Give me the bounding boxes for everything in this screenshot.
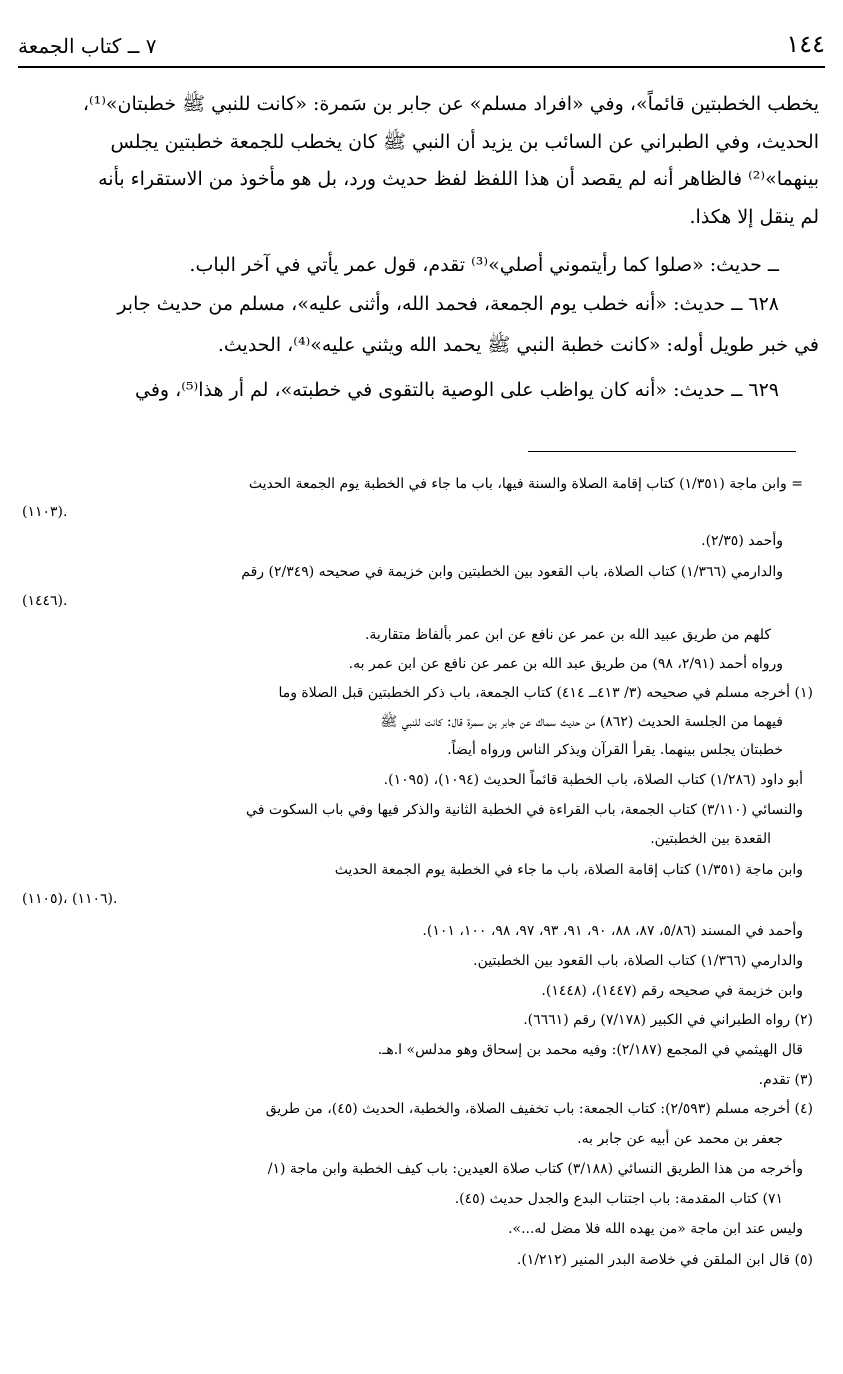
footnote-line: جعفر بن محمد عن أبيه عن جابر به. [577, 1131, 783, 1147]
chapter-title: ٧ ــ كتاب الجمعة [18, 34, 157, 58]
footnote-line: وابن ماجة (١/٣٥١) كتاب إقامة الصلاة، باب ما جاء في الخطبة يوم الجمعة الحديث [334, 862, 803, 878]
footnote-line: (٤) أخرجه مسلم (٢/٥٩٣): كتاب الجمعة: باب تخفيف الصلاة، والخطبة، الحديث (٤٥)، من طريق [265, 1101, 813, 1117]
footnote-line: والدارمي (١/٣٦٦) كتاب الصلاة، باب القعود بين الخطبتين. [473, 953, 803, 969]
footnote-line: (١٤٤٦). [22, 593, 68, 609]
footnote-line: ورواه أحمد (٢/٩١، ٩٨) من طريق عبد الله بن عمر عن نافع عن ابن عمر به. [348, 656, 783, 672]
header-rule [18, 66, 825, 68]
footnote-line: (١١٠٥)، (١١٠٦). [22, 891, 118, 907]
footnote-line: والدارمي (١/٣٦٦) كتاب الصلاة، باب القعود بين الخطبتين وابن خزيمة في صحيحه (٢/٣٤٩) رقم [241, 564, 783, 580]
main-line: ٦٢٩ ــ حديث: «أنه كان يواظب على الوصية بالتقوى في خطبته»، لم أر هذا⁽⁵⁾، وفي [134, 379, 779, 401]
footnote-line: (١) أخرجه مسلم في صحيحه (٣/ ٤١٣ــ ٤١٤) كتاب الجمعة، باب ذكر الخطبتين قبل الصلاة وما [278, 685, 813, 701]
main-line: بينهما»⁽²⁾ فالظاهر أنه لم يقصد أن هذا اللفظ لفظ حديث ورد، بل هو مأخوذ من الاستقراء بأنه [98, 168, 819, 190]
footnote-line: (١١٠٣). [22, 504, 68, 520]
footnote-line: (٥) قال ابن الملقن في خلاصة البدر المنير (١/٢١٢). [516, 1252, 813, 1268]
footnote-line: وابن خزيمة في صحيحه رقم (١٤٤٧)، (١٤٤٨). [541, 983, 803, 999]
footnote-line: وأخرجه من هذا الطريق النسائي (٣/١٨٨) كتاب صلاة العيدين: باب كيف الخطبة وابن ماجة (١/ [267, 1161, 803, 1177]
main-line: في خبر طويل أوله: «كانت خطبة النبي ﷺ يحمد الله ويثني عليه»⁽⁴⁾، الحديث. [217, 334, 819, 356]
footnote-separator [528, 451, 796, 452]
footnote-line: أبو داود (١/٢٨٦) كتاب الصلاة، باب الخطبة قائماً الحديث (١٠٩٤)، (١٠٩٥). [383, 772, 803, 788]
footnote-line: وأحمد في المسند (٥/٨٦، ٨٧، ٨٨، ٩٠، ٩١، ٩٣، ٩٧، ٩٨، ١٠٠، ١٠١). [422, 923, 803, 939]
footnote-line: قال الهيثمي في المجمع (٢/١٨٧): وفيه محمد بن إسحاق وهو مدلس» ا.هـ. [377, 1042, 803, 1058]
main-line: لم ينقل إلا هكذا. [689, 206, 819, 228]
footnote-line: خطبتان يجلس بينهما. يقرأ القرآن ويذكر الناس ورواه أيضاً. [447, 742, 783, 758]
footnote-line: وأحمد (٢/٣٥). [701, 533, 783, 549]
main-line: يخطب الخطبتين قائماً»، وفي «افراد مسلم» عن جابر بن سَمرة: «كانت للنبي ﷺ خطبتان»⁽¹⁾، [82, 93, 819, 115]
footnote-line: القعدة بين الخطبتين. [650, 831, 771, 847]
footnote-line: ٧١) كتاب المقدمة: باب اجتناب البدع والجدل حديث (٤٥). [454, 1191, 783, 1207]
main-line: ــ حديث: «صلوا كما رأيتموني أصلي»⁽³⁾ تقدم، قول عمر يأتي في آخر الباب. [189, 254, 779, 276]
footnote-line: (٢) رواه الطبراني في الكبير (٧/١٧٨) رقم (٦٦٦١). [523, 1012, 813, 1028]
page-number: ١٤٤ [786, 30, 825, 58]
footnote-line: كلهم من طريق عبيد الله بن عمر عن نافع عن ابن عمر بألفاظ متقاربة. [364, 627, 771, 643]
main-line: الحديث، وفي الطبراني عن السائب بن يزيد أن النبي ﷺ كان يخطب للجمعة خطبتين يجلس [110, 131, 819, 153]
footnote-line: والنسائي (٣/١١٠) كتاب الجمعة، باب القراءة في الخطبة الثانية والذكر فيها وفي باب السكوت في [246, 802, 803, 818]
page-header [18, 30, 825, 62]
footnote-line: (٣) تقدم. [758, 1072, 813, 1088]
footnote-line: فيهما من الجلسة الحديث (٨٦٢) من حديث سماك عن جابر بن سمرة قال: كانت للنبي ﷺ [380, 714, 783, 730]
footnote-line: وليس عند ابن ماجة «من يهده الله فلا مضل له...». [508, 1221, 803, 1237]
footnote-line: = وابن ماجة (١/٣٥١) كتاب إقامة الصلاة والسنة فيها، باب ما جاء في الخطبة يوم الجمعة الحديث [248, 476, 803, 492]
main-line: ٦٢٨ ــ حديث: «أنه خطب يوم الجمعة، فحمد الله، وأثنى عليه»، مسلم من حديث جابر [117, 293, 779, 315]
